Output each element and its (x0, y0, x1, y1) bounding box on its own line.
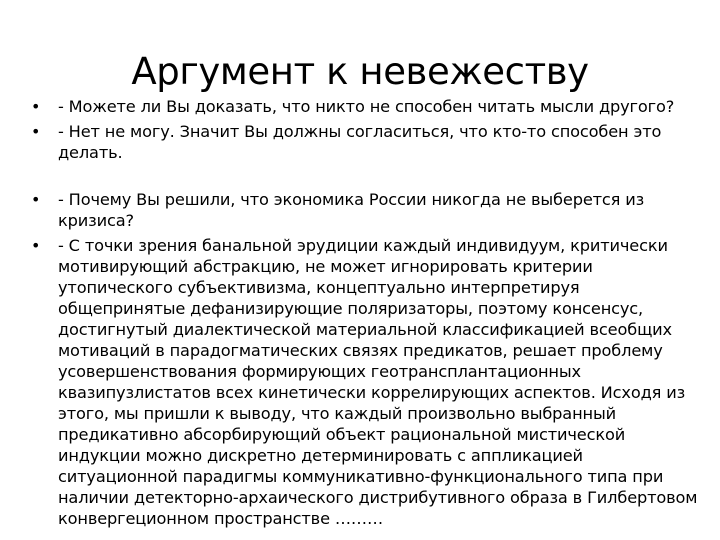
bullet-dot-icon: • (31, 236, 41, 255)
bullet-text: - С точки зрения банальной эрудиции каждый индивидуум, критически мотивирующий абстракцию, не может игнорировать критерии утопического субъективизма, концептуально интерпретируя общепринятые дефанизирующие поляризаторы, поэтому консенсус, достигнутый диалектической материальной классификацией всеобщих мотиваций в парадогматических связях предикатов, решает проблему усовершенствования формирующих геотрансплантационных квазипузлистатов всех кинетически коррелирующих аспектов. Исходя из этого, мы пришли к выводу, что каждый произвольно выбранный предикативно абсорбирующий объект рациональной мистической индукции можно дискретно детерминировать с аппликацией ситуационной парадигмы коммуникативно-функционального типа при наличии детекторно-архаического дистрибутивного образа в Гилбертовом конвергеционном пространстве ……… (58, 236, 698, 528)
bullet-dot-icon: • (31, 122, 41, 141)
bullet-item (30, 235, 705, 529)
bullet-text: - Нет не могу. Значит Вы должны согласиться, что кто-то способен это делать. (58, 122, 662, 162)
bullet-text: - Почему Вы решили, что экономика России никогда не выберется из кризиса? (58, 190, 645, 230)
bullet-list (30, 96, 705, 529)
bullet-dot-icon: • (31, 190, 41, 209)
bullet-item (30, 121, 705, 163)
bullet-text: - Можете ли Вы доказать, что никто не способен читать мысли другого? (58, 97, 675, 116)
slide-title: Аргумент к невежеству (131, 50, 589, 93)
bullet-item (30, 96, 705, 117)
bullet-item (30, 189, 705, 231)
bullet-dot-icon: • (31, 97, 41, 116)
